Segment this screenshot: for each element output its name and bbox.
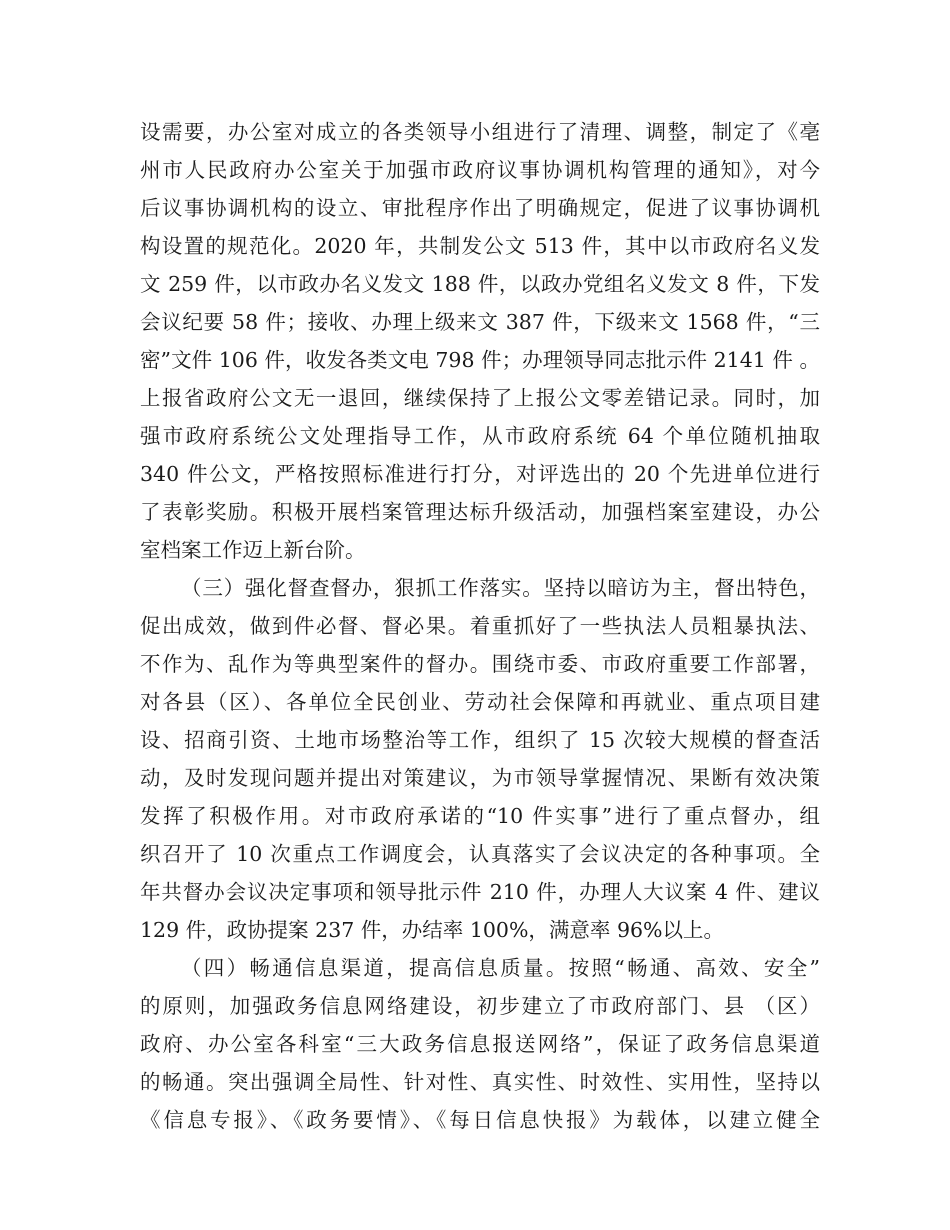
text-line: 上报省政府公文无一退回，继续保持了上报公文零差错记录。同时，加 — [140, 386, 820, 410]
text-line: 不作为、乱作为等典型案件的督办。围绕市委、市政府重要工作部署， — [140, 652, 820, 676]
text-line: 年共督办会议决定事项和领导批示件 210 件，办理人大议案 4 件、建议 — [140, 880, 820, 904]
text-line: 《信息专报》、《政务要情》、《每日信息快报》为载体，以建立健全 — [140, 1108, 820, 1132]
paragraph-start-line: （三）强化督查督办，狠抓工作落实。坚持以暗访为主，督出特色， — [181, 576, 820, 600]
paragraph-start-line: （四）畅通信息渠道，提高信息质量。按照“畅通、高效、安全” — [181, 956, 820, 980]
text-line: 促出成效，做到件必督、督必果。着重抓好了一些执法人员粗暴执法、 — [140, 614, 820, 638]
text-line: 设需要，办公室对成立的各类领导小组进行了清理、调整，制定了《亳 — [140, 120, 820, 144]
text-line: 织召开了 10 次重点工作调度会，认真落实了会议决定的各种事项。全 — [140, 842, 820, 866]
text-line: 政府、办公室各科室“三大政务信息报送网络”，保证了政务信息渠道 — [140, 1032, 820, 1056]
text-line: 室档案工作迈上新台阶。 — [140, 538, 366, 562]
text-line: 发挥了积极作用。对市政府承诺的“10 件实事”进行了重点督办，组 — [140, 804, 820, 828]
text-line: 对各县（区）、各单位全民创业、劳动社会保障和再就业、重点项目建 — [140, 690, 820, 714]
text-line: 州市人民政府办公室关于加强市政府议事协调机构管理的通知》，对今 — [140, 158, 820, 182]
text-line: 构设置的规范化。2020 年，共制发公文 513 件，其中以市政府名义发 — [140, 234, 820, 258]
text-line: 文 259 件，以市政办名义发文 188 件，以政办党组名义发文 8 件，下发 — [140, 272, 820, 296]
text-line: 动，及时发现问题并提出对策建议，为市领导掌握情况、果断有效决策 — [140, 766, 820, 790]
text-line: 设、招商引资、土地市场整治等工作，组织了 15 次较大规模的督查活 — [140, 728, 820, 752]
text-line: 后议事协调机构的设立、审批程序作出了明确规定，促进了议事协调机 — [140, 196, 820, 220]
text-line: 会议纪要 58 件；接收、办理上级来文 387 件，下级来文 1568 件，“三 — [140, 310, 820, 334]
text-line: 的畅通。突出强调全局性、针对性、真实性、时效性、实用性，坚持以 — [140, 1070, 820, 1094]
text-line: 强市政府系统公文处理指导工作，从市政府系统 64 个单位随机抽取 — [140, 424, 820, 448]
text-line: 了表彰奖励。积极开展档案管理达标升级活动，加强档案室建设，办公 — [140, 500, 820, 524]
text-line: 129 件，政协提案 237 件，办结率 100%，满意率 96%以上。 — [140, 918, 725, 942]
text-line: 的原则，加强政务信息网络建设，初步建立了市政府部门、县 （区） — [140, 994, 820, 1018]
text-line: 密”文件 106 件，收发各类文电 798 件；办理领导同志批示件 2141 件 。 — [140, 348, 820, 372]
body-text — [140, 113, 820, 1139]
text-line: 340 件公文，严格按照标准进行打分，对评选出的 20 个先进单位进行 — [140, 462, 820, 486]
